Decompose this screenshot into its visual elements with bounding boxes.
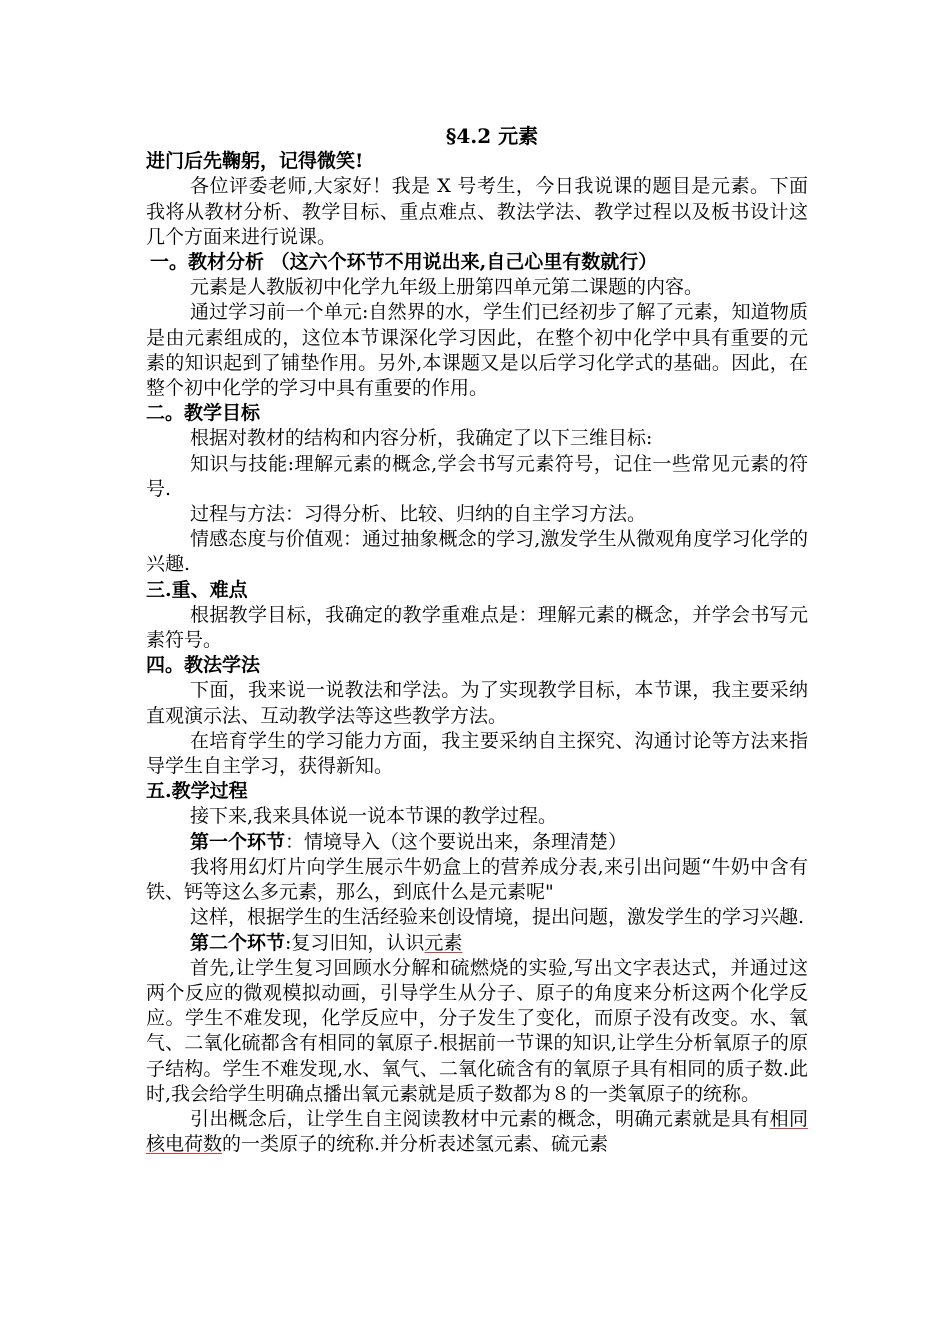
- text-run: 的一类原子的统称.并分析表述氢元素、硫元素: [222, 1133, 609, 1156]
- paragraph: 首先,让学生复习回顾水分解和硫燃烧的实验,写出文字表达式，并通过这两个反应的微观模拟动画，引导学生从分子、原子的角度来分析这两个化学反应。学生不难发现，化学反应中，分子发生了变化，而原子没有改变。水、氧气、二氧化硫都含有相同的氧原子.根据前一节课的知识,让学生分析氧原子的原子结构。学生不难发现,水、氧气、二氧化硫含有的氧原子具有相同的质子数.此时,我会给学生明确点播出氧元素就是质子数都为８的一类氧原子的统称。: [146, 956, 808, 1105]
- paragraph: 下面，我来说一说教法和学法。为了实现教学目标，本节课，我主要采纳直观演示法、互动教学法等这些教学方法。: [146, 679, 808, 727]
- section-heading-2: 二。教学目标: [146, 402, 261, 425]
- paragraph-concept: [146, 1107, 808, 1157]
- document-body: [146, 124, 808, 1157]
- step-1-text: ：情境导入（这个要说出来，条理清楚）: [285, 830, 628, 853]
- intro-paragraph: 各位评委老师,大家好！我是 X 号考生，今日我说课的题目是元素。下面我将从教材分析、教学目标、重点难点、教法学法、教学过程以及板书设计这几个方面来进行说课。: [146, 175, 808, 248]
- section-heading-1: 一。教材分析 （这六个环节不用说出来,自己心里有数就行）: [150, 251, 658, 274]
- step-2-label: 第二个环节: [190, 931, 286, 954]
- paragraph: 根据对教材的结构和内容分析，我确定了以下三维目标:: [190, 427, 653, 450]
- paragraph: 知识与技能:理解元素的概念,学会书写元素符号，记住一些常见元素的符号.: [146, 452, 808, 500]
- text-run: 引出概念后，让学生自主阅读教材中元素的概念，明确元素就是具有: [190, 1107, 770, 1130]
- paragraph: 通过学习前一个单元:自然界的水，学生们已经初步了解了元素，知道物质是由元素组成的，这位本节课深化学习因此，在整个初中化学中具有重要的元素的知识起到了铺垫作用。另外,本课题又是以后学习化学式的基础。因此，在整个初中化学的学习中具有重要的作用。: [146, 301, 808, 400]
- underlined-term: 相同核电荷数: [146, 1107, 808, 1156]
- paragraph: 这样，根据学生的生活经验来创设情境，提出问题，激发学生的学习兴趣.: [190, 906, 805, 929]
- step-1-label: 第一个环节: [190, 830, 286, 853]
- step-1-line: [146, 830, 808, 855]
- underlined-term: 元素: [424, 931, 463, 954]
- paragraph: 在培育学生的学习能力方面，我主要采纳自主探究、沟通讨论等方法来指导学生自主学习，获得新知。: [146, 729, 808, 778]
- paragraph: 过程与方法：习得分析、比较、归纳的自主学习方法。: [190, 503, 647, 526]
- paragraph: 接下来,我来具体说一说本节课的教学过程。: [190, 805, 558, 828]
- section-heading-5: 五.教学过程: [146, 780, 248, 803]
- paragraph: 我将用幻灯片向学生展示牛奶盒上的营养成分表,来引出问题“牛奶中含有铁、钙等这么多元素，那么，到底什么是元素呢": [146, 855, 808, 904]
- section-heading-4: 四。教法学法: [146, 654, 261, 677]
- step-2-text: :复习旧知，认识: [285, 931, 425, 954]
- intro-note: 进门后先鞠躬，记得微笑!: [146, 150, 364, 173]
- page-title: §4.2 元素: [445, 124, 539, 148]
- section-heading-3: 三.重、难点: [146, 578, 248, 601]
- paragraph: 元素是人教版初中化学九年级上册第四单元第二课题的内容。: [190, 276, 704, 299]
- paragraph: 根据教学目标，我确定的教学重难点是：理解元素的概念，并学会书写元素符号。: [146, 603, 808, 652]
- paragraph: 情感态度与价值观：通过抽象概念的学习,激发学生从微观角度学习化学的兴趣.: [146, 528, 808, 576]
- step-2-line: [146, 931, 808, 956]
